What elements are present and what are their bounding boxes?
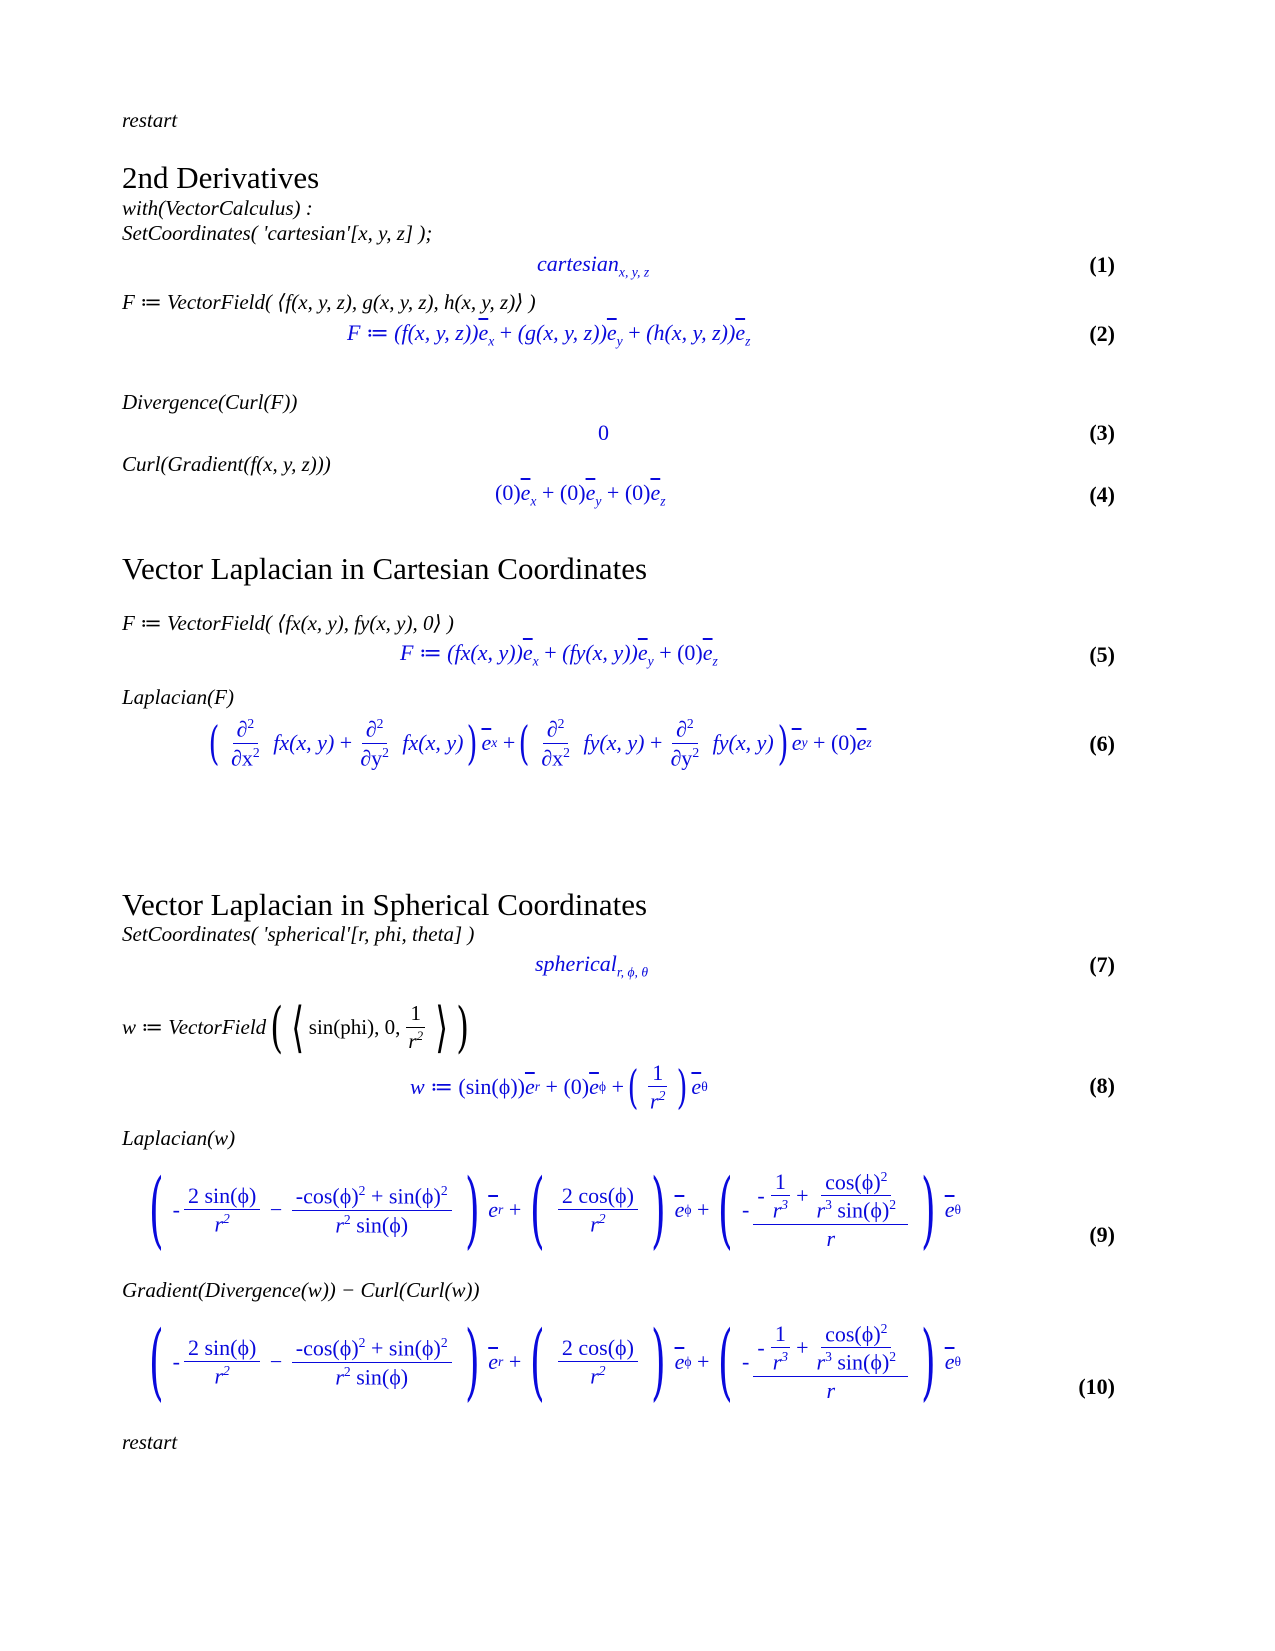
input-laplacian-F[interactable]: Laplacian(F) — [122, 685, 234, 709]
equation-label-1: (1) — [1089, 252, 1115, 277]
equation-label-7: (7) — [1089, 952, 1115, 977]
output-w-term-zero: (0) — [563, 1074, 590, 1099]
output-F-term-f: (f(x, y, z)) — [394, 320, 479, 345]
input-F-def[interactable]: F ≔ VectorField( ⟨f(x, y, z), g(x, y, z), h(x, y, z)⟩ ) — [122, 290, 536, 314]
output-F-term-h: (h(x, y, z)) — [646, 320, 736, 345]
restart-command-bottom[interactable]: restart — [122, 1430, 178, 1454]
output-spherical-name: spherical — [535, 951, 617, 976]
output-F2-lhs: F ≔ — [400, 640, 442, 665]
output-F2-term-zero: (0) — [677, 640, 703, 665]
input-laplacian-w[interactable]: Laplacian(w) — [122, 1126, 236, 1150]
output-zero-vector: $(0)\overline{e}_x + (0)\overline{e}_y + (0)\overline{e}_z$ — [495, 480, 666, 509]
output-F2-term-fy: (fy(x, y)) — [562, 640, 638, 665]
equation-label-9: (9) — [1089, 1222, 1115, 1247]
output-F-lhs: F ≔ — [347, 320, 389, 345]
output-w-term-sin: (sin(ϕ)) — [458, 1074, 525, 1099]
input-curl-gradient[interactable]: Curl(Gradient(f(x, y, z))) — [122, 452, 331, 476]
restart-command[interactable]: restart — [122, 108, 178, 132]
input-w-def-prefix: w ≔ VectorField — [122, 1014, 267, 1039]
output-F-def: F ≔ (f(x, y, $z))\overline{e}_x + (g(x$, y, $z))\overline{e}_y + (h(x$, y, $z))\overline{e}_z$ — [347, 320, 751, 349]
output-w-def: w ≔ (sin(ϕ)) $\overline{e}$ r + (0) $\overline{e}$ ϕ + ( $\frac{1}{r^2}$ ) $\overline{e}$ θ — [410, 1059, 708, 1114]
equation-label-10: (10) — [1078, 1374, 1115, 1399]
output-F-def2: F ≔ (fx(x, $y))\overline{e}_x + (fy(x$, $y))\overline{e}_y + (0)\overline{e}_z$ — [400, 640, 718, 669]
output-zero: 0 — [598, 420, 609, 445]
equation-label-8: (8) — [1089, 1073, 1115, 1098]
input-setcoordinates-spherical[interactable]: SetCoordinates( 'spherical'[r, phi, theta] ) — [122, 922, 475, 946]
output-w-lhs: w ≔ — [410, 1074, 453, 1099]
input-divergence-curl[interactable]: Divergence(Curl(F)) — [122, 390, 298, 414]
output-cartesian — [537, 251, 649, 280]
input-grad-div-curl-curl[interactable]: Gradient(Divergence(w)) − Curl(Curl(w)) — [122, 1278, 480, 1302]
zero-term-x: (0) — [495, 480, 521, 505]
output-laplacian-F: ( $\frac{\partial^2}{\partial x^2}$ fx(x, y) + $\frac{\partial^2}{\partial y^2}$ fx(x, y) ) $\overline{e}$ x + ( $\frac{\partial^2}{\partial x^2}$ fy(x, y) + $\frac{\partial^2}{\partial y^2}$ fy(x, y) ) $\overline{e}$ y + (0) $\overline{e}$ z — [208, 715, 872, 770]
equation-label-2: (2) — [1089, 321, 1115, 346]
equation-label-6: (6) — [1089, 731, 1115, 756]
equation-label-3: (3) — [1089, 420, 1115, 445]
input-F-def2[interactable]: F ≔ VectorField( ⟨fx(x, y), fy(x, y), 0⟩ ) — [122, 611, 454, 635]
section-heading-spherical: Vector Laplacian in Spherical Coordinates — [122, 887, 648, 922]
output-laplacian-w: ( - $\frac{2 \sin(\phi)}{r^2}$ − $\frac{-\cos(\phi)^2 + \sin(\phi)^2}{r^2 \sin(\phi)}$ ) $\overline{e}$ r + ( $\frac{2 \cos(\phi)}{r^2}$ ) $\overline{e}$ ϕ + ( - - $\frac{1}{r^3}$ + $\frac{\cos(\phi)^2}{r^3 \sin(\phi)^2}$ r ) $\overline{e}$ θ — [148, 1160, 962, 1259]
equation-label-5: (5) — [1089, 642, 1115, 667]
output-cartesian-sub: x, y, z — [618, 264, 650, 280]
input-w-def-args: sin(phi), 0, — [308, 1014, 401, 1039]
input-w-def[interactable]: w ≔ VectorField ( ⟨ sin(phi), 0, $\frac{1}{r^2}$ ⟩ ) — [122, 994, 470, 1059]
equation-label-4: (4) — [1089, 482, 1115, 507]
output-grad-div-curl-curl: ( - $\frac{2 \sin(\phi)}{r^2}$ − $\frac{-\cos(\phi)^2 + \sin(\phi)^2}{r^2 \sin(\phi)}$ ) $\overline{e}$ r + ( $\frac{2 \cos(\phi)}{r^2}$ ) $\overline{e}$ ϕ + ( - - $\frac{1}{r^3}$ + $\frac{\cos(\phi)^2}{r^3 \sin(\phi)^2}$ r ) $\overline{e}$ θ — [148, 1312, 962, 1411]
section-heading-cartesian: Vector Laplacian in Cartesian Coordinates — [122, 551, 648, 586]
section-heading-2nd-derivatives: 2nd Derivatives — [122, 160, 320, 195]
output-spherical — [535, 951, 648, 980]
input-with-vectorcalculus[interactable]: with(VectorCalculus) : — [122, 196, 313, 220]
zero-term-y: (0) — [559, 480, 586, 505]
output-cartesian-name: cartesian — [537, 251, 619, 276]
input-setcoordinates-cartesian[interactable]: SetCoordinates( 'cartesian'[x, y, z] ); — [122, 221, 433, 245]
output-F2-term-fx: (fx(x, y)) — [447, 640, 523, 665]
output-F-term-g: (g(x, y, z)) — [517, 320, 607, 345]
zero-term-z: (0) — [624, 480, 651, 505]
output-spherical-sub: r, ϕ, θ — [616, 964, 649, 980]
